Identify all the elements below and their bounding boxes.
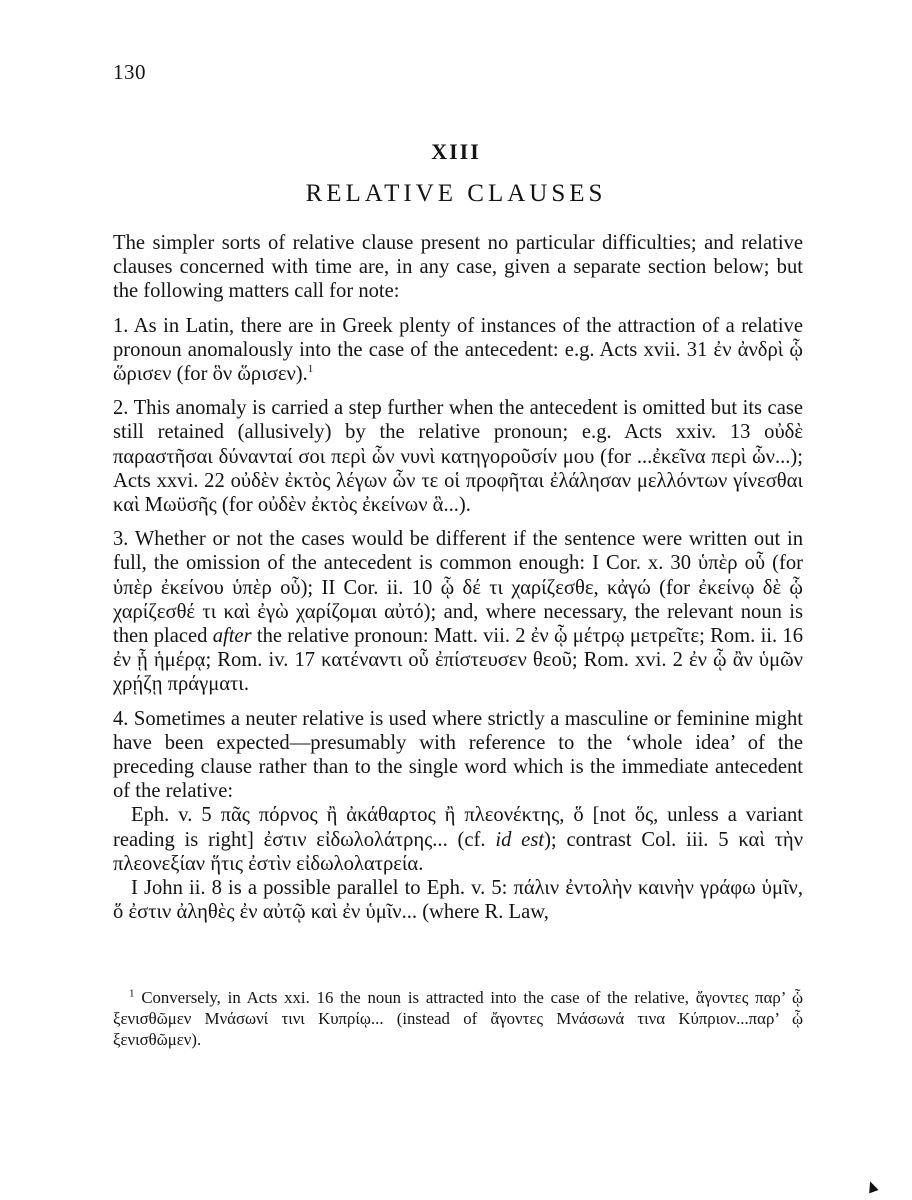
paragraph-1-text: 1. As in Latin, there are in Greek plenty of instances of the attraction of a relative pronoun anomalously into the case of the antecedent: e.g. Acts xvii. 31 ἐν ἀνδρὶ ᾧ ὥρισεν (for ὃν ὥρισεν).	[113, 314, 803, 386]
paragraph-4: 4. Sometimes a neuter relative is used where strictly a masculine or feminine might have been expected—presumably with reference to the ‘whole idea’ of the preceding clause rather than to the single word which is the immediate antecedent of the relative:	[113, 707, 803, 803]
paragraph-3-text-end: the relative pronoun: Matt. vii. 2 ἐν ᾧ μέτρῳ μετρεῖτε; Rom. ii. 16 ἐν ᾗ ἡμέρᾳ; Rom. iv. 17 κατέναντι οὗ ἐπίστευσεν θεοῦ; Rom. xvi. 2 ἐν ᾧ ἂν ὑμῶν χρῄζῃ πράγματι.	[113, 625, 803, 696]
paragraph-4-example	[113, 803, 803, 876]
paragraph-3-emphasis: after	[212, 625, 252, 648]
paragraph-2: 2. This anomaly is carried a step further when the antecedent is omitted but its case still retained (allusively) by the relative pronoun; e.g. Acts xxiv. 13 οὐδὲ παραστῆσαι δύνανταί σοι περὶ ὧν νυνὶ κατηγοροῦσίν μου (for ...ἐκεῖνα περὶ ὧν...); Acts xxvi. 22 οὐδὲν ἐκτὸς λέγων ὧν τε οἱ προφῆται ἐλάλησαν μελλόντων γίνεσθαι καὶ Μωϋσῆς (for οὐδὲν ἐκτὸς ἐκείνων ἃ...).	[113, 397, 803, 517]
footnote-1	[113, 987, 803, 1050]
body-text	[113, 231, 803, 924]
paragraph-1	[113, 314, 803, 387]
footnote-marker: 1	[129, 987, 135, 1000]
paragraph-4-example-end: ); contrast Col. iii. 5 καὶ τὴν πλεονεξίαν ἥτις ἐστὶν εἰδωλολατρεία.	[113, 828, 804, 875]
paragraph-4-parallel: I John ii. 8 is a possible parallel to Eph. v. 5: πάλιν ἐντολὴν καινὴν γράφω ὑμῖν, ὅ ἐστιν ἀληθὲς ἐν αὐτῷ καὶ ἐν ὑμῖν... (where R. Law,	[113, 877, 803, 924]
chapter-title: RELATIVE CLAUSES	[305, 180, 607, 207]
paragraph-4-emphasis: id est	[495, 828, 545, 851]
page-corner-mark	[865, 1180, 878, 1194]
paragraph-3	[113, 527, 803, 696]
paragraph-4-example-start: Eph. v. 5 πᾶς πόρνος ἢ ἀκάθαρτος ἢ πλεονέκτης, ὅ [not ὅς, unless a variant reading is right] ἐστιν εἰδωλολάτρης... (cf.	[113, 804, 803, 851]
footnote-reference: 1	[307, 363, 314, 376]
page-number: 130	[113, 60, 146, 84]
paragraph-3-text-start: 3. Whether or not the cases would be different if the sentence were written out in full, the omission of the antecedent is common enough: I Cor. x. 30 ὑπὲρ οὗ (for ὑπὲρ ἐκείνου ὑπὲρ οὗ); II Cor. ii. 10 ᾧ δέ τι χαρίζεσθε, κἀγώ (for ἐκείνῳ δὲ ᾧ χαρίζεσθέ τι καὶ ἐγὼ χαρίζομαι αὐτό); and, where necessary, the relevant noun is then placed	[113, 528, 803, 648]
intro-paragraph: The simpler sorts of relative clause present no particular difficulties; and relative clauses concerned with time are, in any case, given a separate section below; but the following matters call for note:	[113, 232, 803, 303]
footnote-text: Conversely, in Acts xxi. 16 the noun is attracted into the case of the relative, ἄγοντες παρ’ ᾧ ξενισθῶμεν Μνάσωνί τινι Κυπρίῳ... (instead of ἄγοντες Μνάσωνά τινα Κύπριον...παρ’ ᾧ ξενισθῶμεν).	[113, 988, 803, 1049]
chapter-number: XIII	[431, 139, 481, 164]
footnotes	[113, 987, 803, 1050]
